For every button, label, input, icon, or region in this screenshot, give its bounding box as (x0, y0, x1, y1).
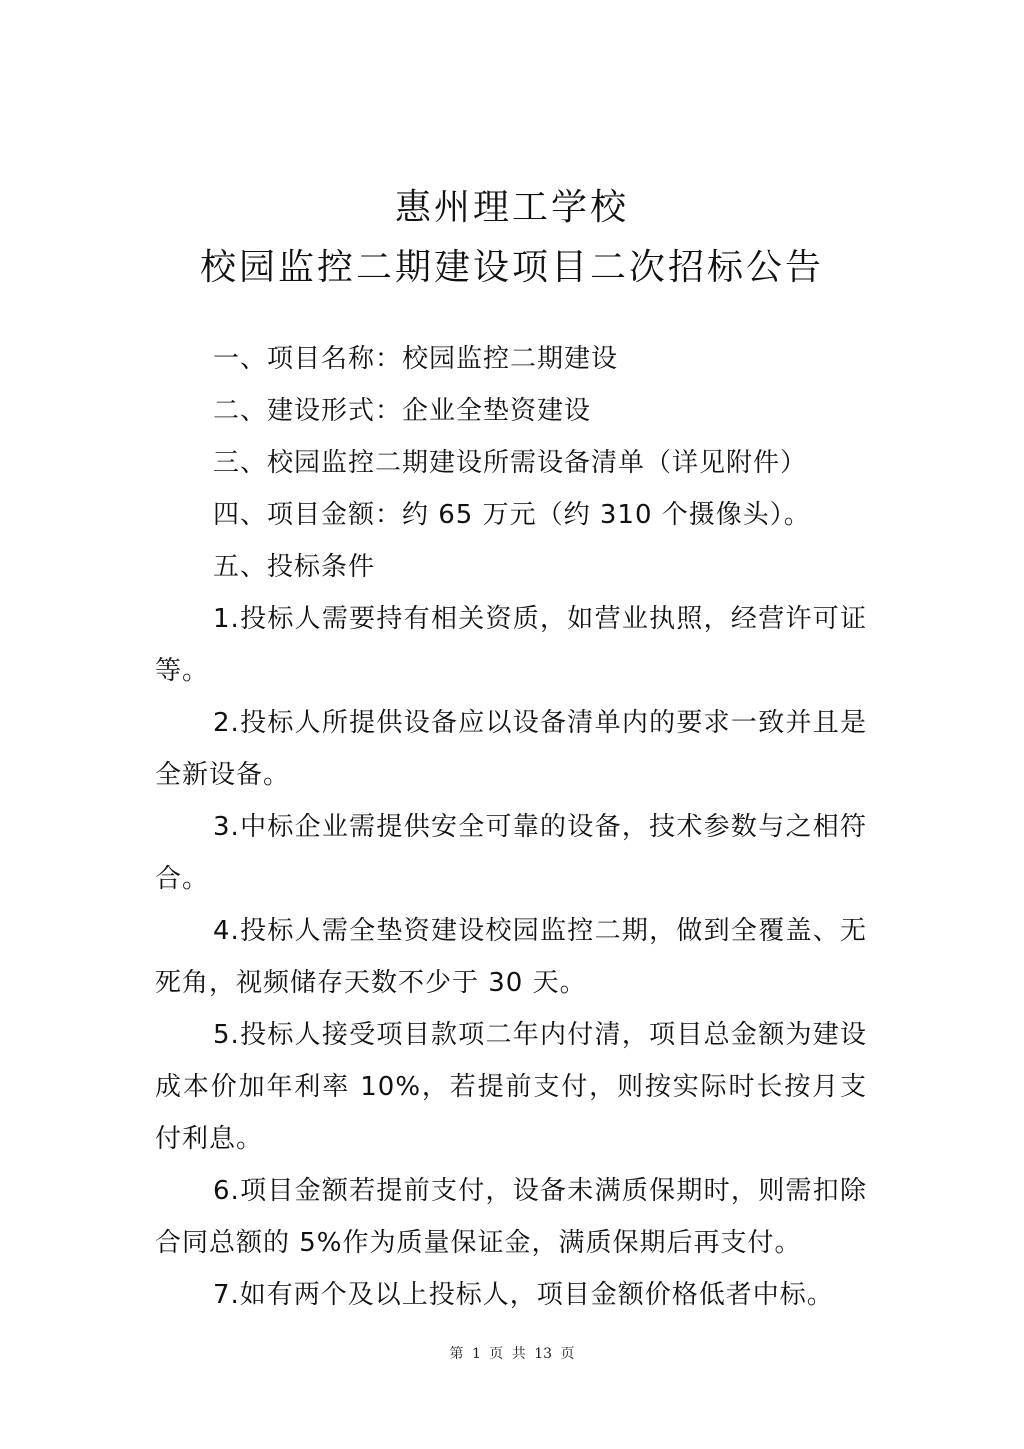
condition-item-5: 5.投标人接受项目款项二年内付清，项目总金额为建设成本价加年利率 10%，若提前支付，则按实际时长按月支付利息。 (155, 1020, 867, 1154)
condition-item-2: 2.投标人所提供设备应以设备清单内的要求一致并且是全新设备。 (155, 708, 867, 790)
condition-item-1: 1.投标人需要持有相关资质，如营业执照，经营许可证等。 (155, 604, 867, 686)
condition-item-4: 4.投标人需全垫资建设校园监控二期，做到全覆盖、无死角，视频储存天数不少于 30 天。 (155, 916, 867, 998)
condition-item-3: 3.中标企业需提供安全可靠的设备，技术参数与之相符合。 (155, 812, 867, 894)
page-title: 惠州理工学校 (394, 187, 629, 228)
condition-item-7: 7.如有两个及以上投标人，项目金额价格低者中标。 (213, 1280, 834, 1310)
section-project-amount: 四、项目金额：约 65 万元（约 310 个摄像头）。 (213, 500, 811, 530)
page-subtitle: 校园监控二期建设项目二次招标公告 (199, 247, 824, 288)
section-construction-form: 二、建设形式：企业全垫资建设 (213, 396, 592, 426)
section-project-name: 一、项目名称：校园监控二期建设 (213, 344, 619, 374)
title-block (0, 178, 1024, 298)
page-footer: 第 1 页 共 13 页 (449, 1346, 575, 1362)
document-body (155, 333, 867, 1321)
section-equipment-list: 三、校园监控二期建设所需设备清单（详见附件） (213, 448, 808, 478)
section-bid-conditions: 五、投标条件 (213, 552, 376, 582)
condition-item-6: 6.项目金额若提前支付，设备未满质保期时，则需扣除合同总额的 5%作为质量保证金，满质保期后再支付。 (155, 1176, 867, 1258)
